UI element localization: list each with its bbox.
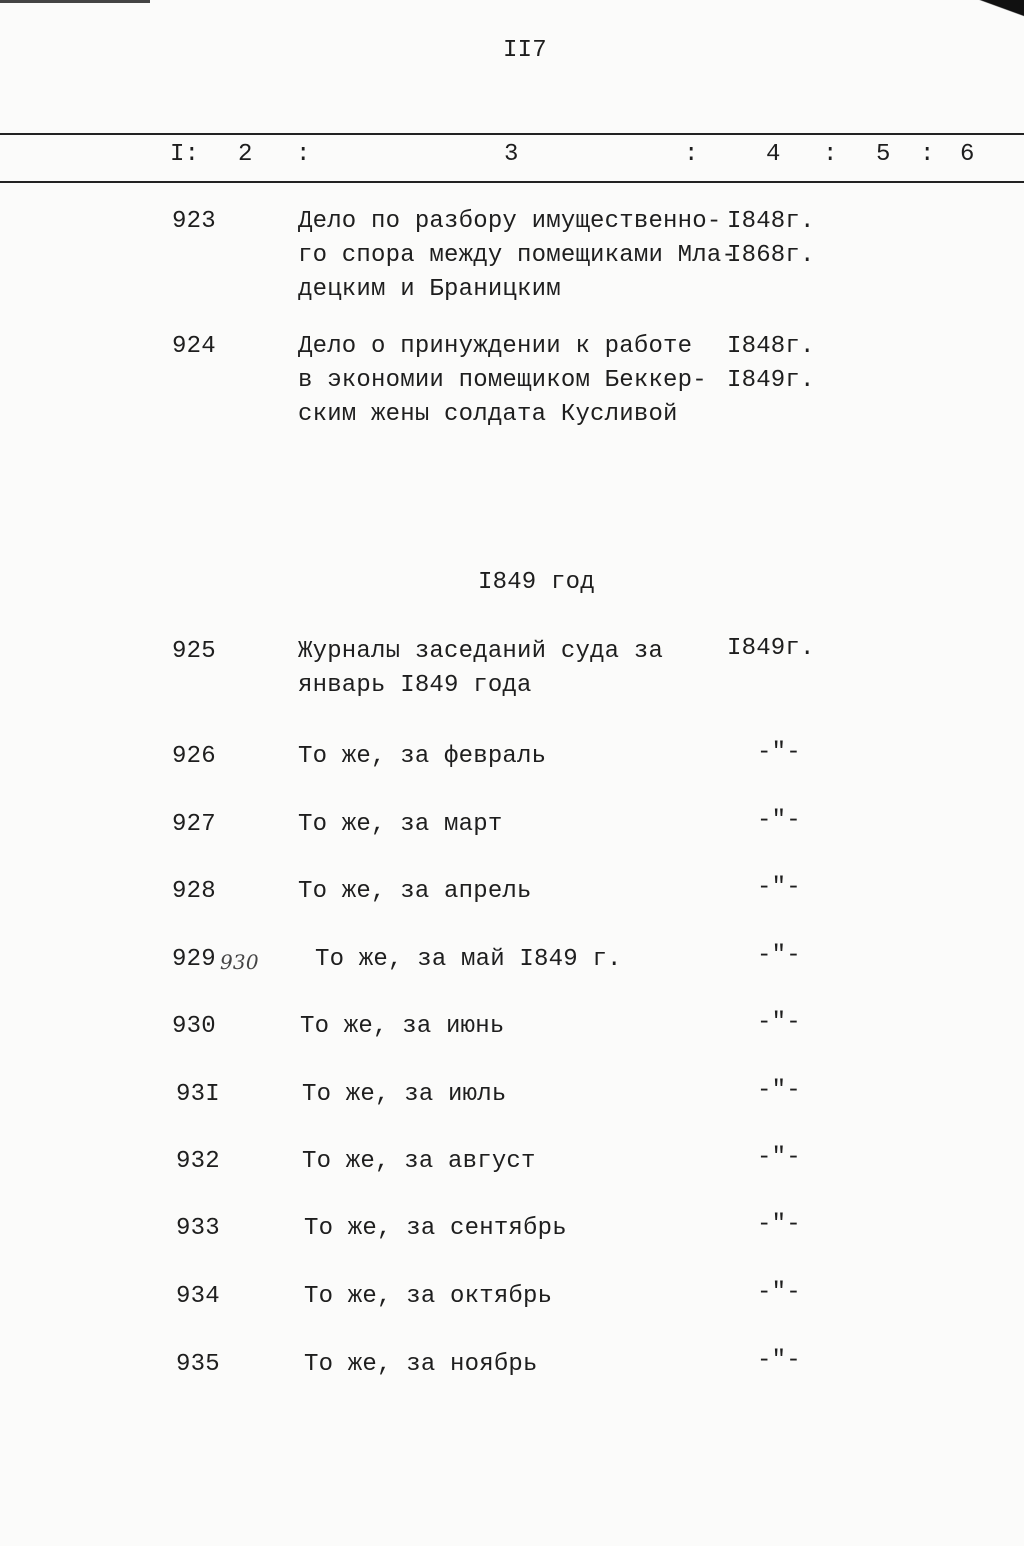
scan-corner-shadow [964, 0, 1024, 30]
col-2-label: 2 [238, 141, 253, 168]
entry-number: 929 [172, 946, 216, 973]
entry-number: 927 [172, 811, 216, 838]
entry-number: 933 [176, 1215, 220, 1242]
entry-text: То же, за апрель [298, 878, 532, 905]
entry-text: То же, за ноябрь [304, 1351, 538, 1378]
entry-date-ditto: -"- [757, 874, 801, 901]
col-sep: : [684, 141, 699, 168]
entry-number: 935 [176, 1351, 220, 1378]
entry-text: То же, за октябрь [304, 1283, 553, 1310]
entry-number: 930 [172, 1013, 216, 1040]
entry-text: То же, за сентябрь [304, 1215, 567, 1242]
entry-text: го спора между помещиками Мла- [298, 242, 737, 269]
entry-text: Дело о принуждении к работе [298, 333, 693, 360]
entry-date: I868г. [727, 242, 815, 269]
entry-date-ditto: -"- [757, 1144, 801, 1171]
entry-text: январь I849 года [298, 672, 532, 699]
col-1-label: I: [170, 141, 200, 168]
col-5-label: 5 [876, 141, 891, 168]
entry-date: I849г. [727, 367, 815, 394]
entry-date: I848г. [727, 333, 815, 360]
entry-text: Журналы заседаний суда за [298, 638, 664, 665]
handwritten-correction: 930 [220, 950, 259, 974]
entry-text: ским жены солдата Кусливой [298, 401, 678, 428]
entry-date: I848г. [727, 208, 815, 235]
entry-number: 924 [172, 333, 216, 360]
entry-date-ditto: -"- [757, 942, 801, 969]
entry-date-ditto: -"- [757, 1279, 801, 1306]
entry-date-ditto: -"- [757, 807, 801, 834]
col-3-label: 3 [504, 141, 519, 168]
entry-number: 934 [176, 1283, 220, 1310]
col-4-label: 4 [766, 141, 781, 168]
entry-text: То же, за июнь [300, 1013, 505, 1040]
entry-text: в экономии помещиком Беккер- [298, 367, 707, 394]
entry-date-ditto: -"- [757, 1009, 801, 1036]
entry-number: 932 [176, 1148, 220, 1175]
entry-number: 926 [172, 743, 216, 770]
col-sep: : [920, 141, 935, 168]
entry-number: 93I [176, 1081, 220, 1108]
section-title: I849 год [478, 569, 595, 596]
entry-text: То же, за февраль [298, 743, 547, 770]
scan-edge-mark [0, 0, 150, 3]
header-rule-top [0, 133, 1024, 135]
col-6-label: 6 [960, 141, 975, 168]
entry-text: Дело по разбору имущественно- [298, 208, 722, 235]
entry-text: То же, за май I849 г. [315, 946, 622, 973]
entry-date-ditto: -"- [757, 1077, 801, 1104]
entry-text: То же, за август [302, 1148, 536, 1175]
entry-date-ditto: -"- [757, 1347, 801, 1374]
entry-text: децким и Браницким [298, 276, 561, 303]
header-rule-bottom [0, 181, 1024, 183]
entry-number: 928 [172, 878, 216, 905]
entry-date-ditto: -"- [757, 739, 801, 766]
col-sep: : [823, 141, 838, 168]
entry-date: I849г. [727, 635, 815, 662]
entry-number: 923 [172, 208, 216, 235]
entry-date-ditto: -"- [757, 1211, 801, 1238]
col-sep: : [296, 141, 311, 168]
entry-number: 925 [172, 638, 216, 665]
page-number: II7 [503, 37, 547, 64]
entry-text: То же, за март [298, 811, 503, 838]
entry-text: То же, за июль [302, 1081, 507, 1108]
